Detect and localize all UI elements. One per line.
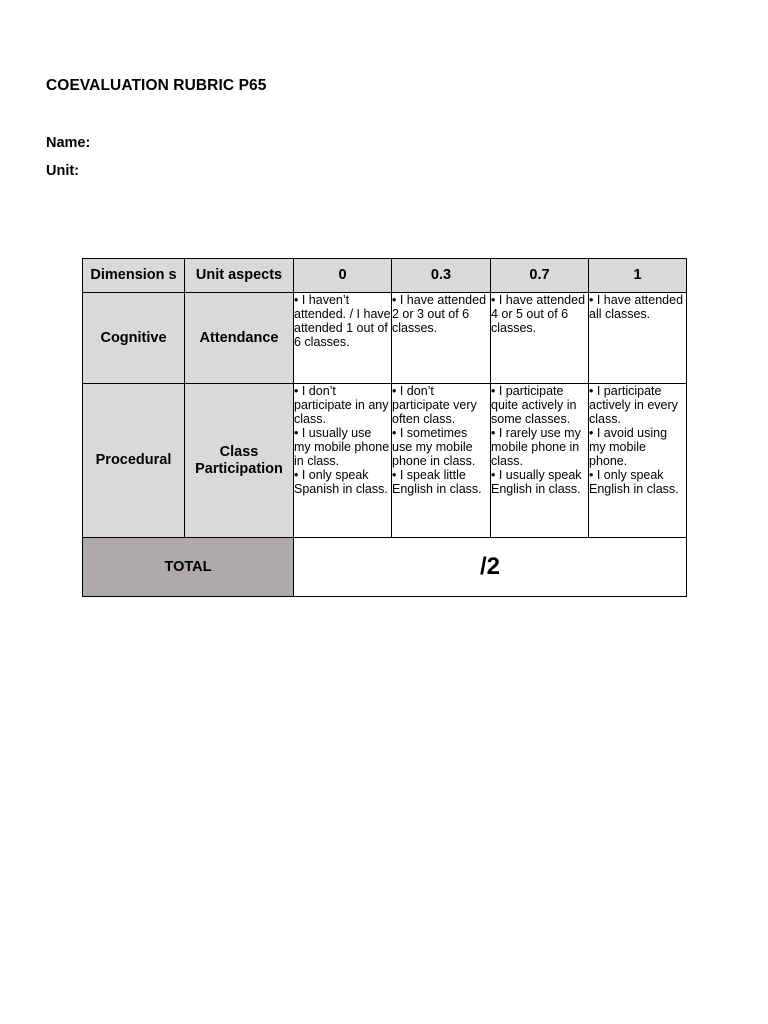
total-value: /2 [294,538,687,597]
descriptor-item: • I participate actively in every class. [589,384,678,426]
descriptor-item: • I don’t participate very often class. [392,384,477,426]
header-score-0: 0 [294,259,392,293]
descriptor-cell [491,293,589,384]
descriptor-item: • I participate quite actively in some classes. [491,384,577,426]
descriptor-item: • I usually speak English in class. [491,468,582,496]
descriptor-item: • I don’t participate in any class. [294,384,389,426]
table-row [83,384,687,538]
descriptor-item: • I have attended 4 or 5 out of 6 classes. [491,293,586,335]
descriptor-item: • I have attended all classes. [589,293,684,321]
descriptor-cell [589,384,687,538]
name-label: Name: [46,135,91,151]
descriptor-item: • I usually use my mobile phone in class. [294,426,390,468]
dimension-cell: Cognitive [83,293,185,384]
table-row [83,293,687,384]
descriptor-item: • I only speak English in class. [589,468,679,496]
descriptor-cell [491,384,589,538]
total-label: TOTAL [83,538,294,597]
descriptor-cell [392,384,491,538]
descriptor-cell [294,384,392,538]
descriptor-item: • I haven’t attended. / I have attended 1 out of 6 classes. [294,293,391,349]
header-dimensions: Dimension s [83,259,185,293]
descriptor-item: • I speak little English in class. [392,468,482,496]
header-score-0-7: 0.7 [491,259,589,293]
descriptor-item: • I rarely use my mobile phone in class. [491,426,581,468]
descriptor-item: • I avoid using my mobile phone. [589,426,668,468]
header-row [83,259,687,293]
header-score-0-3: 0.3 [392,259,491,293]
total-row [83,538,687,597]
document-title: COEVALUATION RUBRIC P65 [46,77,267,94]
descriptor-cell [294,293,392,384]
descriptor-cell [392,293,491,384]
aspect-cell: Attendance [185,293,294,384]
dimension-cell: Procedural [83,384,185,538]
descriptor-item: • I have attended 2 or 3 out of 6 classes. [392,293,487,335]
rubric-table [82,258,687,597]
descriptor-item: • I only speak Spanish in class. [294,468,388,496]
unit-label: Unit: [46,163,80,179]
header-score-1: 1 [589,259,687,293]
header-unit-aspects: Unit aspects [185,259,294,293]
descriptor-item: • I sometimes use my mobile phone in class. [392,426,476,468]
descriptor-cell [589,293,687,384]
aspect-cell: Class Participation [185,384,294,538]
